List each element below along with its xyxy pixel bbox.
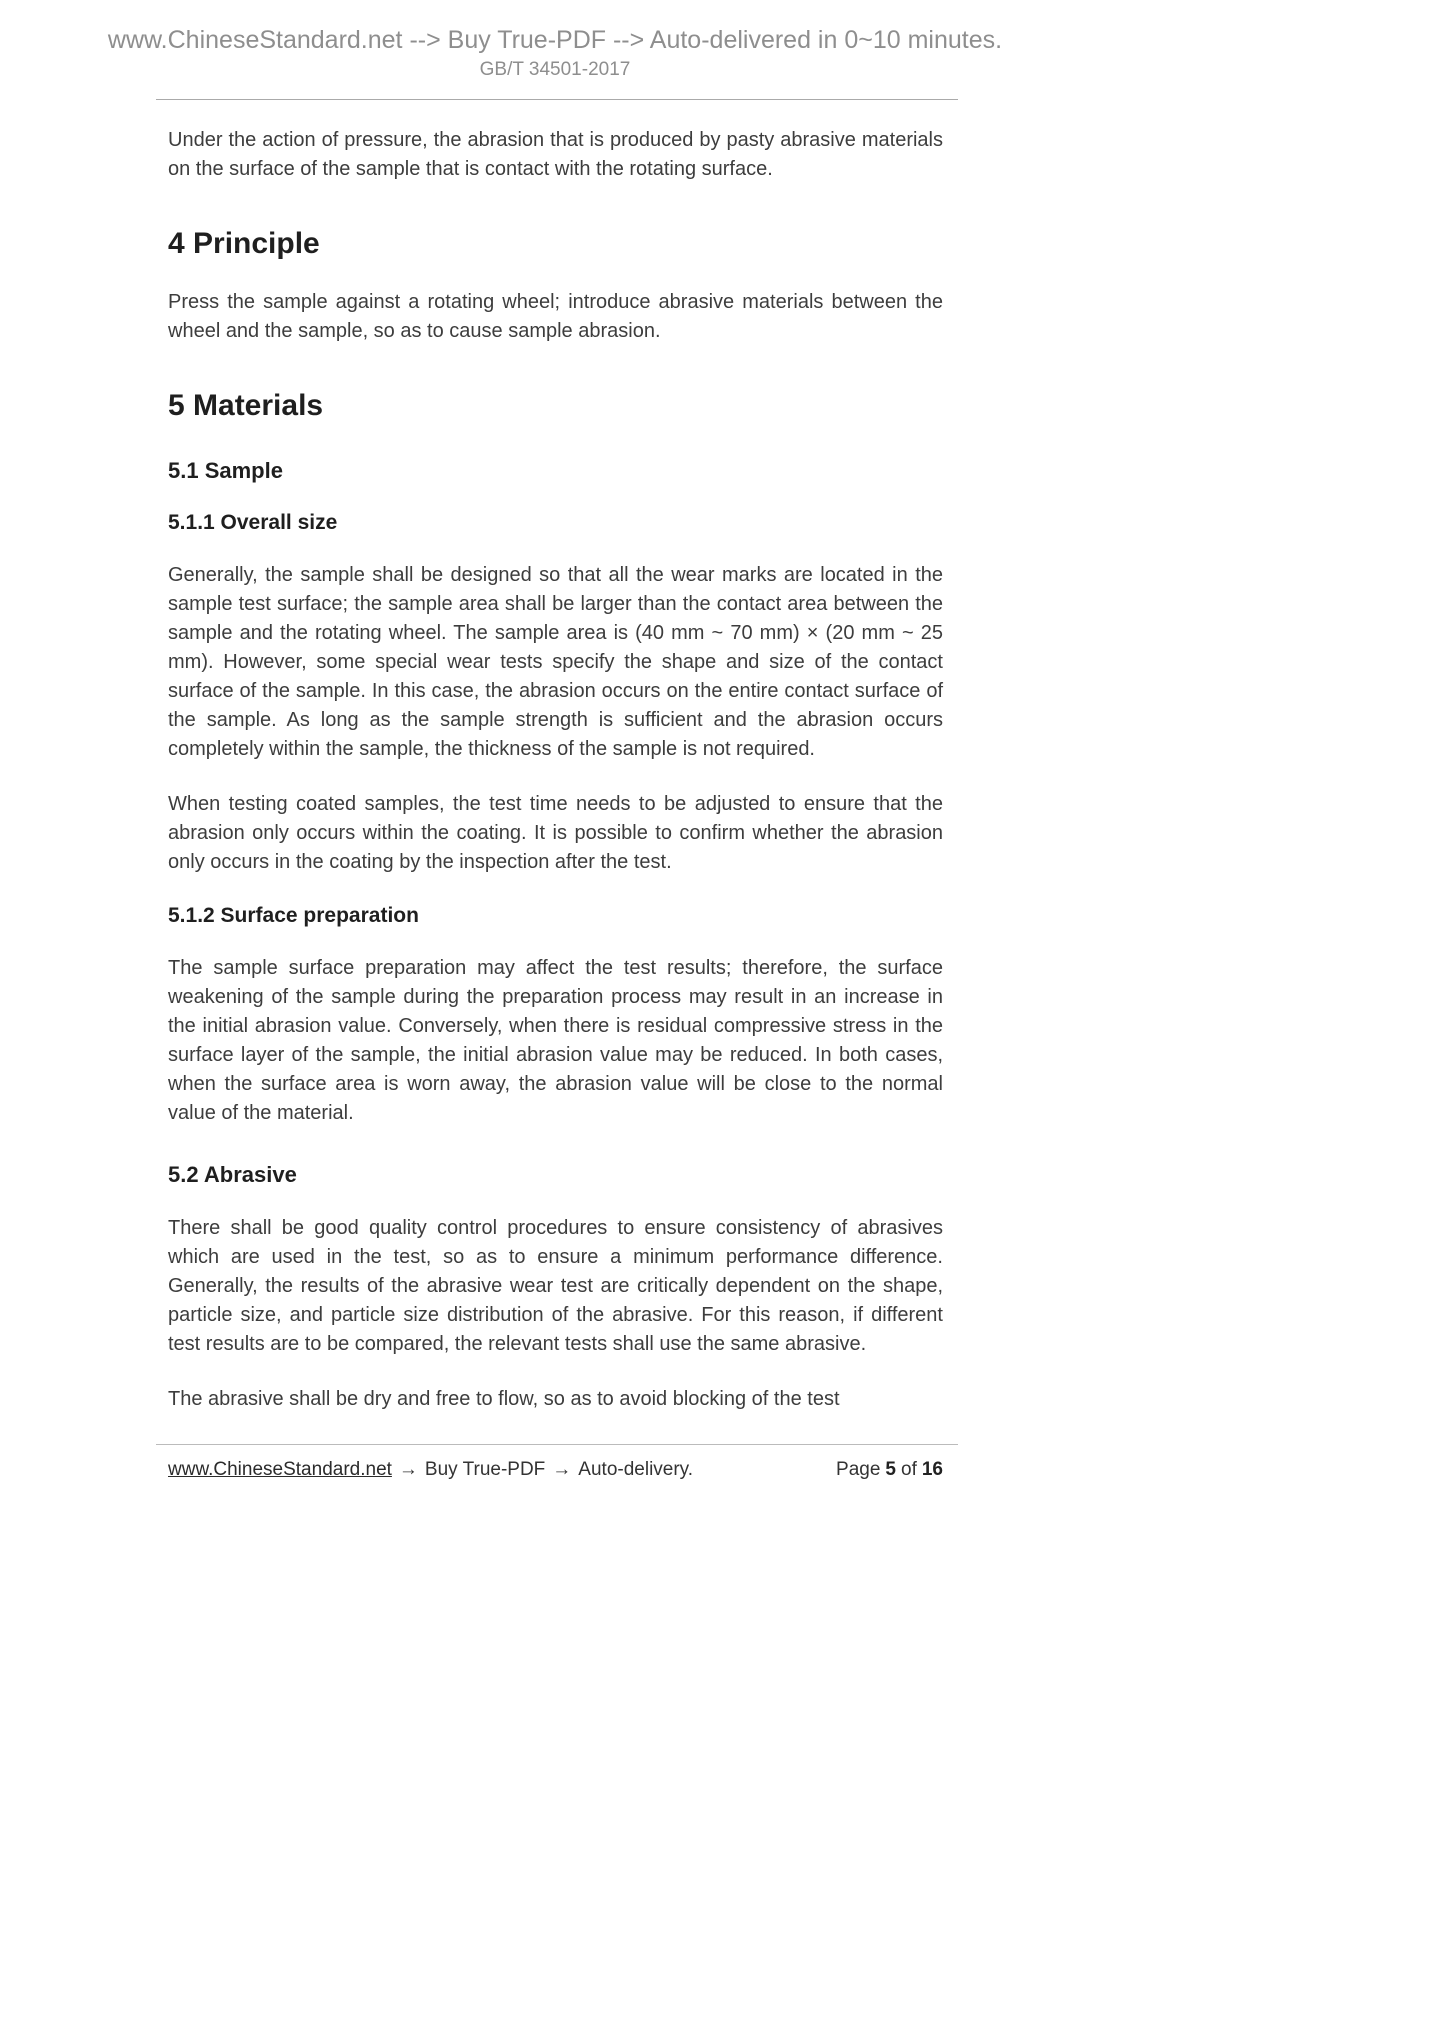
page-footer xyxy=(0,1444,1445,1481)
section-heading-principle: 4 Principle xyxy=(168,227,320,260)
footer-branding xyxy=(168,1459,693,1481)
document-code: GB/T 34501-2017 xyxy=(479,59,631,80)
paragraph-overall-size-2: When testing coated samples, the test time needs to be adjusted to ensure that the abrasion only occurs within the coating. It is possible to confirm whether the abrasion only occurs in the coating by the inspection after the test. xyxy=(168,793,943,873)
paragraph-surface-preparation: The sample surface preparation may affect the test results; therefore, the surface weakening of the sample during the preparation process may result in an increase in the initial abrasion value. Conversely, when there is residual compressive stress in the surface layer of the sample, the initial abrasion value may be reduced. In both cases, when the surface area is worn away, the abrasion value will be close to the normal value of the material. xyxy=(168,957,943,1124)
footer-divider xyxy=(156,1444,958,1445)
page-of-label: of xyxy=(901,1459,917,1480)
subsubsection-heading-overall-size: 5.1.1 Overall size xyxy=(168,511,338,534)
page-number-current: 5 xyxy=(885,1459,896,1480)
right-arrow-icon: → xyxy=(398,1459,418,1480)
document-body xyxy=(168,126,943,1414)
page-label: Page xyxy=(836,1459,881,1480)
page-header xyxy=(0,26,1110,81)
right-arrow-icon: → xyxy=(552,1459,572,1480)
section-heading-materials: 5 Materials xyxy=(168,389,324,422)
paragraph-overall-size-1: Generally, the sample shall be designed so that all the wear marks are located in the sample test surface; the sample area shall be larger than the contact area between the sample and the rotating wheel. The sample area is (40 mm ~ 70 mm) × (20 mm ~ 25 mm). However, some special wear tests specify the shape and size of the contact surface of the sample. In this case, the abrasion occurs on the entire contact surface of the sample. As long as the sample strength is sufficient and the abrasion occurs completely within the sample, the thickness of the sample is not required. xyxy=(168,564,943,760)
footer-delivery-text: Auto-delivery. xyxy=(578,1459,694,1480)
header-divider xyxy=(156,99,958,100)
subsubsection-heading-surface-preparation: 5.1.2 Surface preparation xyxy=(168,904,419,927)
page-indicator xyxy=(836,1459,943,1481)
page-number-total: 16 xyxy=(921,1459,943,1480)
footer-row xyxy=(168,1459,943,1481)
header-banner-text: www.ChineseStandard.net --> Buy True-PDF --> Auto-delivered in 0~10 minutes. xyxy=(107,26,1003,54)
paragraph-abrasive-2: The abrasive shall be dry and free to flow, so as to avoid blocking of the test xyxy=(168,1388,840,1410)
subsection-heading-abrasive: 5.2 Abrasive xyxy=(168,1162,297,1187)
paragraph-principle: Press the sample against a rotating wheel; introduce abrasive materials between the wheel and the sample, so as to cause sample abrasion. xyxy=(168,291,943,342)
subsection-heading-sample: 5.1 Sample xyxy=(168,458,283,483)
footer-site-link[interactable]: www.ChineseStandard.net xyxy=(168,1459,392,1480)
footer-buy-text: Buy True-PDF xyxy=(424,1459,546,1480)
paragraph-abrasive-1: There shall be good quality control procedures to ensure consistency of abrasives which are used in the test, so as to ensure a minimum performance difference. Generally, the results of the abrasive wear test are critically dependent on the shape, particle size, and particle size distribution of the abrasive. For this reason, if different test results are to be compared, the relevant tests shall use the same abrasive. xyxy=(168,1217,943,1355)
paragraph-definition: Under the action of pressure, the abrasion that is produced by pasty abrasive materials on the surface of the sample that is contact with the rotating surface. xyxy=(168,129,943,180)
